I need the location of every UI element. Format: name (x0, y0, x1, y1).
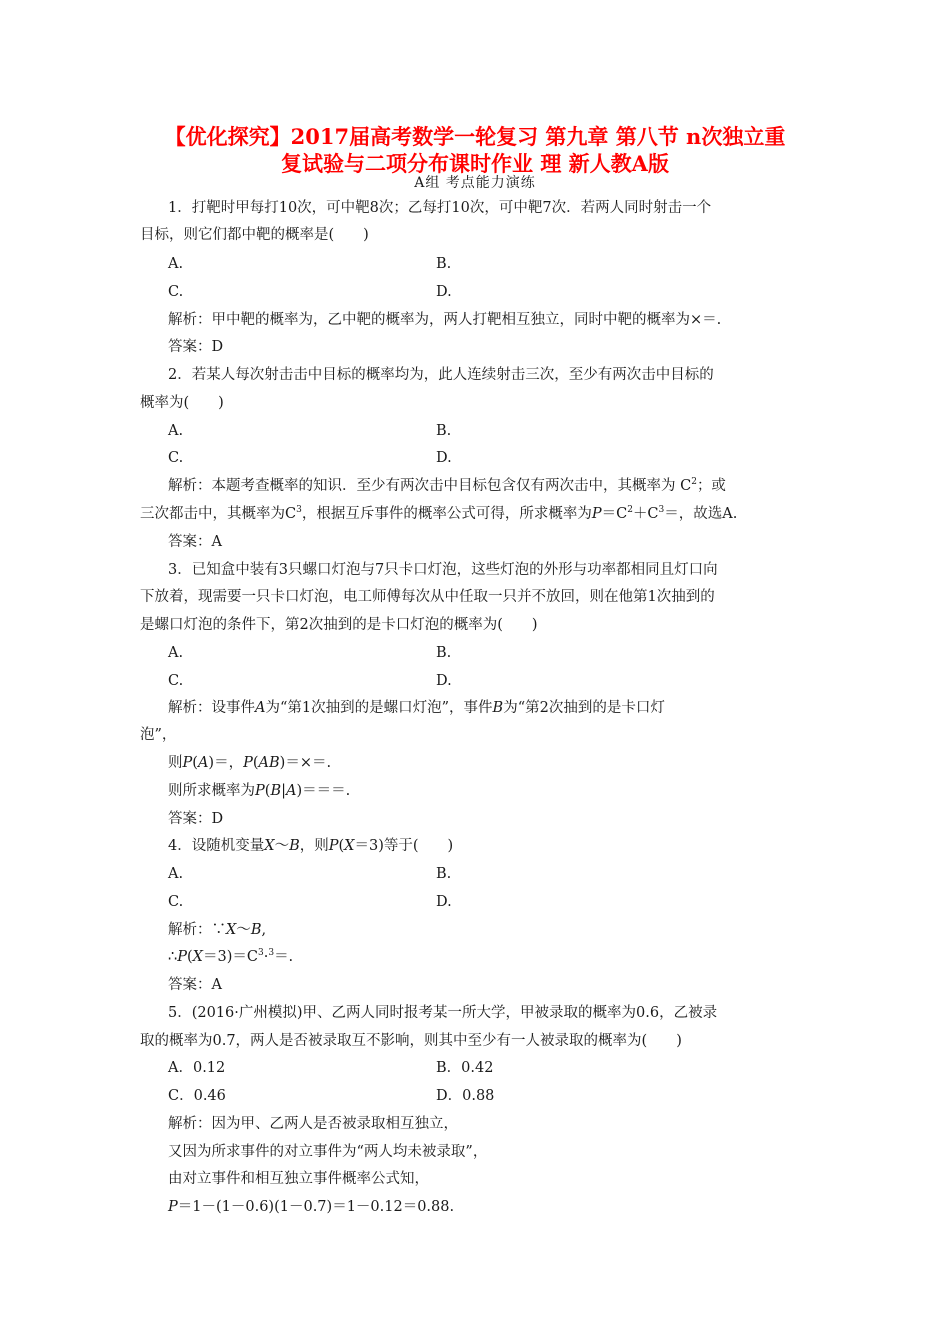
q4-option-a: A. (168, 866, 184, 882)
q1-option-a: A. (168, 256, 184, 272)
q4-option-c: C. (168, 894, 184, 910)
q5-option-a: A．0.12 (168, 1060, 226, 1076)
q4-analysis-line-1: 解析：∵X～B, (168, 922, 267, 938)
q2-option-a: A. (168, 423, 184, 439)
q3-stem-line-2: 下放着，现需要一只卡口灯泡，电工师傅每次从中任取一只并不放回，则在他第1次抽到的 (140, 589, 715, 605)
q1-stem-line-2: 目标，则它们都中靶的概率是( ) (140, 227, 369, 243)
q1-option-d: D. (436, 284, 452, 300)
q1-analysis: 解析：甲中靶的概率为，乙中靶的概率为，两人打靶相互独立，同时中靶的概率为×＝. (168, 312, 722, 328)
q4-stem: 4．设随机变量X～B，则P(X＝3)等于( ) (168, 838, 454, 854)
q5-stem-line-2: 取的概率为0.7，两人是否被录取互不影响，则其中至少有一人被录取的概率为( ) (140, 1033, 682, 1049)
q3-analysis-line-2: 泡”， (140, 727, 177, 743)
q3-analysis-line-3: 则P(A)＝，P(AB)＝×＝. (168, 755, 332, 771)
q3-option-b: B. (436, 645, 452, 661)
q2-answer: 答案：A (168, 534, 222, 550)
q4-analysis-line-2: $\therefore P(X=3)=C^3\cdot^3=$. (168, 948, 294, 965)
title-line-2: 复试验与二项分布课时作业 理 新人教A版 (281, 151, 669, 176)
q3-option-d: D. (436, 673, 452, 689)
q1-option-c: C. (168, 284, 184, 300)
q3-option-a: A. (168, 645, 184, 661)
q3-stem-line-1: 3．已知盒中装有3只螺口灯泡与7只卡口灯泡，这些灯泡的外形与功率都相同且灯口向 (168, 562, 718, 578)
section-subtitle: A组 考点能力演练 (414, 175, 536, 191)
q1-answer: 答案：D (168, 339, 224, 355)
q3-analysis-line-1: 解析：设事件A为“第1次抽到的是螺口灯泡”，事件B为“第2次抽到的是卡口灯 (168, 700, 665, 716)
q5-option-d: D．0.88 (436, 1088, 495, 1104)
q2-option-b: B. (436, 423, 452, 439)
title-line-1: 【优化探究】2017届高考数学一轮复习 第九章 第八节 n次独立重 (164, 124, 786, 149)
q5-analysis-line-3: 由对立事件和相互独立事件概率公式知， (168, 1171, 429, 1187)
q4-option-b: B. (436, 866, 452, 882)
q5-analysis-line-2: 又因为所求事件的对立事件为“两人均未被录取”， (168, 1144, 488, 1160)
q5-analysis-line-4: P＝1－(1－0.6)(1－0.7)＝1－0.12＝0.88. (168, 1199, 455, 1215)
q2-analysis-line-1: 解析：本题考查概率的知识．至少有两次击中目标包含仅有两次击中，其概率为 $C^2$；或 (168, 477, 726, 494)
document-title (100, 123, 850, 177)
q4-option-d: D. (436, 894, 452, 910)
q1-stem-line-1: 1．打靶时甲每打10次，可中靶8次；乙每打10次，可中靶7次．若两人同时射击一个 (168, 200, 712, 216)
q1-option-b: B. (436, 256, 452, 272)
q5-option-b: B．0.42 (436, 1060, 494, 1076)
q2-stem-line-1: 2．若某人每次射击击中目标的概率均为，此人连续射击三次，至少有两次击中目标的 (168, 367, 714, 383)
q2-stem-line-2: 概率为( ) (140, 395, 224, 411)
q4-answer: 答案：A (168, 977, 222, 993)
q5-option-c: C．0.46 (168, 1088, 226, 1104)
q2-analysis-line-2: 三次都击中，其概率为$C^3$，根据互斥事件的概率公式可得，所求概率为$P=C^2+C^3=$，故选A. (140, 505, 738, 522)
q5-stem-line-1: 5．(2016·广州模拟)甲、乙两人同时报考某一所大学，甲被录取的概率为0.6，乙被录 (168, 1005, 718, 1021)
q5-analysis-line-1: 解析：因为甲、乙两人是否被录取相互独立， (168, 1116, 458, 1132)
q3-stem-line-3: 是螺口灯泡的条件下，第2次抽到的是卡口灯泡的概率为( ) (140, 617, 538, 633)
q3-answer: 答案：D (168, 811, 224, 827)
q3-option-c: C. (168, 673, 184, 689)
q3-analysis-line-4: 则所求概率为P(B|A)＝＝＝. (168, 783, 351, 799)
q2-option-c: C. (168, 450, 184, 466)
q2-option-d: D. (436, 450, 452, 466)
